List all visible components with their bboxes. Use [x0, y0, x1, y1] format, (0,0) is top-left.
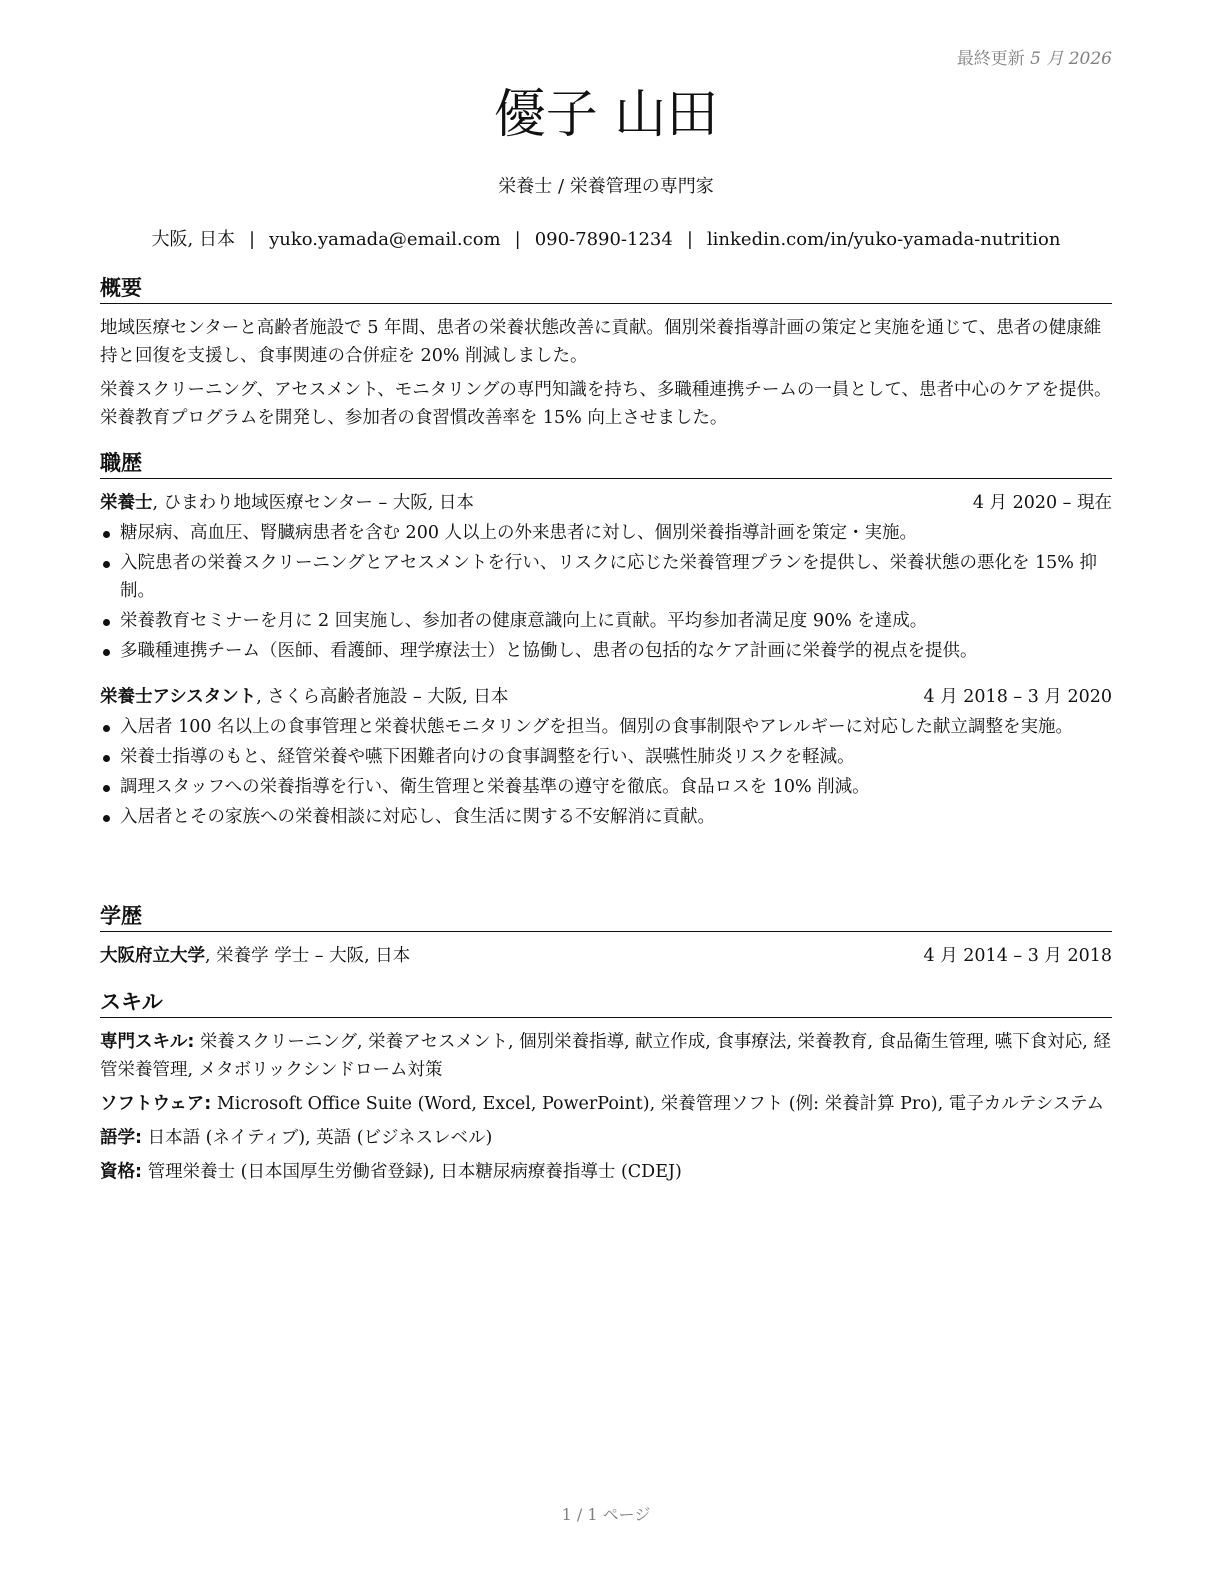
bullet-item: 多職種連携チーム（医師、看護師、理学療法士）と協働し、患者の包括的なケア計画に栄養学的視点を提供。: [100, 637, 1112, 665]
job-dates: 4 月 2018 – 3 月 2020: [923, 687, 1112, 708]
separator: |: [248, 229, 256, 250]
page-number: 1 / 1 ページ: [561, 1505, 651, 1524]
skill-row: [100, 1158, 1112, 1186]
last-updated-label: 最終更新: [956, 49, 1025, 69]
education-dates: 4 月 2014 – 3 月 2018: [923, 946, 1112, 967]
bullet-item: 調理スタッフへの栄養指導を行い、衛生管理と栄養基準の遵守を徹底。食品ロスを 10% 削減。: [100, 773, 1112, 801]
skill-text: 日本語 (ネイティブ), 英語 (ビジネスレベル): [142, 1128, 493, 1149]
job-bullets: [100, 713, 1112, 831]
skill-text: 管理栄養士 (日本国厚生労働省登録), 日本糖尿病療養指導士 (CDEJ): [142, 1162, 682, 1183]
job-dates: 4 月 2020 – 現在: [972, 493, 1112, 514]
separator: |: [686, 229, 693, 250]
skill-text: 栄養スクリーニング, 栄養アセスメント, 個別栄養指導, 献立作成, 食事療法, 栄養教育, 食品衛生管理, 嚥下食対応, 経管栄養管理, メタボリックシンドローム対策: [100, 1032, 1111, 1081]
job-entry: [100, 489, 1112, 665]
education-section: [100, 904, 1112, 970]
summary-paragraph: 地域医療センターと高齢者施設で 5 年間、患者の栄養状態改善に貢献。個別栄養指導計画の策定と実施を通じて、患者の健康維持と回復を支援し、食事関連の合併症を 20% 削減しました。: [100, 318, 1102, 367]
skill-row: [100, 1028, 1112, 1084]
skills-list: [100, 1028, 1112, 1186]
contact-linkedin[interactable]: linkedin.com/in/yuko-yamada-nutrition: [706, 229, 1061, 250]
section-heading-experience: 職歴: [100, 451, 1112, 479]
job-role: 栄養士アシスタント: [100, 687, 257, 708]
skills-section: [100, 990, 1112, 1192]
contact-phone[interactable]: 090-7890-1234: [534, 229, 673, 250]
contact-location: 大阪, 日本: [151, 229, 235, 250]
skill-label: 資格:: [100, 1162, 142, 1183]
experience-section: [100, 451, 1112, 833]
last-updated: [957, 44, 1112, 69]
bullet-item: 栄養教育セミナーを月に 2 回実施し、参加者の健康意識向上に貢献。平均参加者満足度 90% を達成。: [100, 607, 1112, 635]
job-role: 栄養士: [100, 493, 153, 514]
job-title: 栄養士 / 栄養管理の専門家: [498, 176, 714, 197]
skill-text: Microsoft Office Suite (Word, Excel, PowerPoint), 栄養管理ソフト (例: 栄養計算 Pro), 電子カルテシステム: [211, 1094, 1105, 1115]
job-entry: [100, 683, 1112, 831]
bullet-item: 入院患者の栄養スクリーニングとアセスメントを行い、リスクに応じた栄養管理プランを提供し、栄養状態の悪化を 15% 抑制。: [100, 549, 1112, 605]
bullet-item: 入居者 100 名以上の食事管理と栄養状態モニタリングを担当。個別の食事制限やアレルギーに対応した献立調整を実施。: [100, 713, 1112, 741]
section-heading-skills: スキル: [100, 990, 1112, 1018]
summary-paragraph: 栄養スクリーニング、アセスメント、モニタリングの専門知識を持ち、多職種連携チームの一員として、患者中心のケアを提供。栄養教育プログラムを開発し、参加者の食習慣改善率を 15% 向上させました。: [100, 380, 1112, 429]
school-name: 大阪府立大学: [100, 946, 205, 967]
skill-label: 語学:: [100, 1128, 142, 1149]
job-bullets: [100, 519, 1112, 665]
resume-page: [100, 0, 1112, 1584]
job-header: [100, 489, 1112, 517]
skill-label: 専門スキル:: [100, 1032, 195, 1053]
contact-email[interactable]: yuko.yamada@email.com: [269, 229, 501, 250]
education-entry: [100, 942, 1112, 970]
contact-line: [100, 225, 1112, 251]
separator: |: [514, 229, 521, 250]
job-org: , ひまわり地域医療センター – 大阪, 日本: [152, 493, 474, 514]
job-org: , さくら高齢者施設 – 大阪, 日本: [256, 687, 509, 708]
skill-row: [100, 1090, 1112, 1118]
candidate-name: 優子 山田: [493, 85, 719, 145]
skill-label: ソフトウェア:: [100, 1094, 212, 1115]
section-heading-summary: 概要: [100, 276, 1112, 304]
bullet-item: 糖尿病、高血圧、腎臓病患者を含む 200 人以上の外来患者に対し、個別栄養指導計画を策定・実施。: [100, 519, 1112, 547]
summary-section: [100, 276, 1112, 432]
last-updated-date: 5 月 2026: [1030, 49, 1112, 69]
bullet-item: 入居者とその家族への栄養相談に対応し、食生活に関する不安解消に貢献。: [100, 803, 1112, 831]
job-header: [100, 683, 1112, 711]
section-heading-education: 学歴: [100, 904, 1112, 932]
skill-row: [100, 1124, 1112, 1152]
bullet-item: 栄養士指導のもと、経管栄養や嚥下困難者向けの食事調整を行い、誤嚥性肺炎リスクを軽減。: [100, 743, 1112, 771]
degree-detail: , 栄養学 学士 – 大阪, 日本: [205, 946, 411, 967]
